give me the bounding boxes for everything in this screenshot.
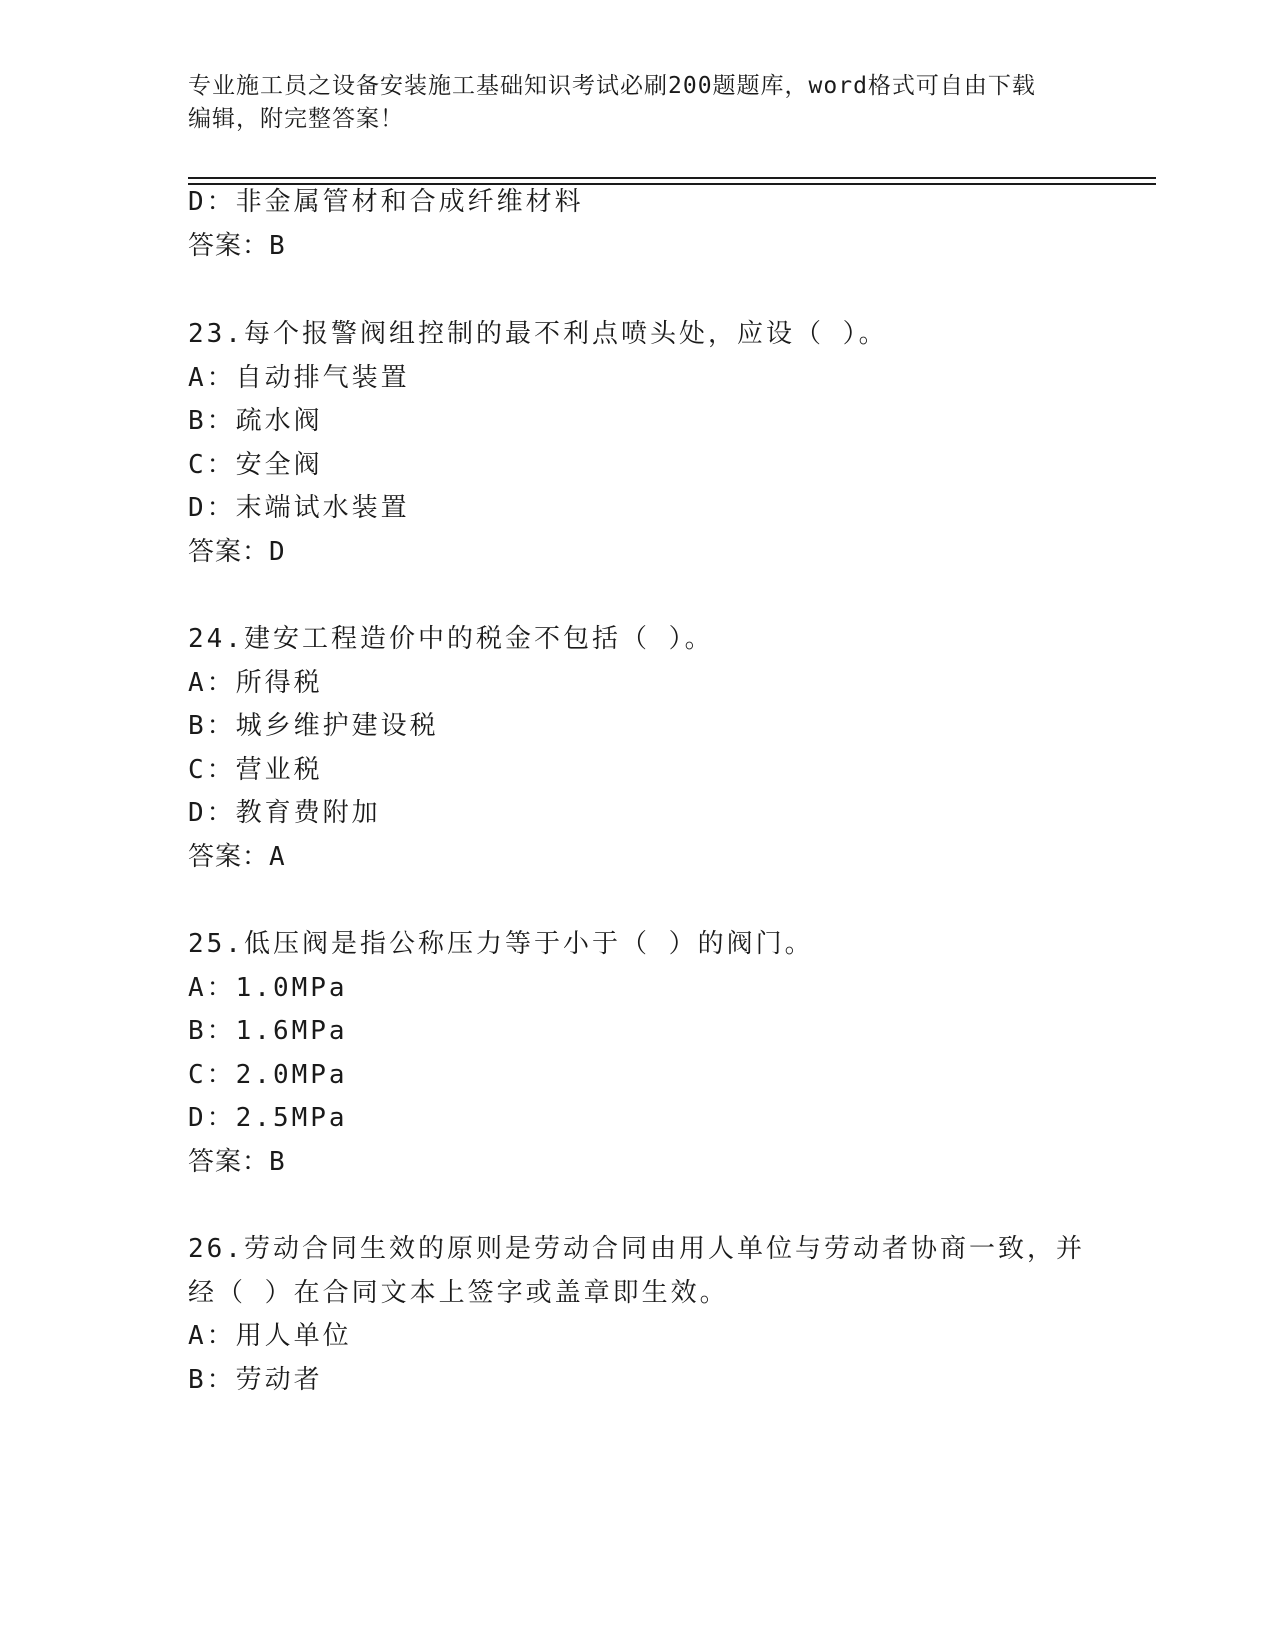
question-24-option-a: A：所得税 <box>188 668 323 698</box>
document-header <box>188 70 1088 136</box>
header-divider-bottom <box>188 183 1156 185</box>
header-line-2: 编辑，附完整答案！ <box>188 106 404 132</box>
question-24-option-b: B：城乡维护建设税 <box>188 711 439 741</box>
question-25-option-c: C：2.0MPa <box>188 1060 348 1090</box>
header-divider-top <box>188 177 1156 179</box>
question-26-stem-line-1: 26.劳动合同生效的原则是劳动合同由用人单位与劳动者协商一致，并 <box>188 1234 1085 1264</box>
prev-option-d: D：非金属管材和合成纤维材料 <box>188 187 584 217</box>
question-25-option-b: B：1.6MPa <box>188 1016 348 1046</box>
question-26-option-a: A：用人单位 <box>188 1321 352 1351</box>
question-24-answer: 答案：A <box>188 842 286 872</box>
question-23-answer: 答案：D <box>188 537 286 567</box>
prev-answer: 答案：B <box>188 231 286 261</box>
question-24-stem: 24.建安工程造价中的税金不包括（ ）。 <box>188 624 714 654</box>
question-25-option-a: A：1.0MPa <box>188 973 348 1003</box>
question-23-option-a: A：自动排气装置 <box>188 363 410 393</box>
question-25-stem: 25.低压阀是指公称压力等于小于（ ）的阀门。 <box>188 929 814 959</box>
question-23-stem: 23.每个报警阀组控制的最不利点喷头处，应设（ ）。 <box>188 319 888 349</box>
question-23-option-c: C：安全阀 <box>188 450 323 480</box>
question-24-option-d: D：教育费附加 <box>188 798 381 828</box>
question-25-answer: 答案：B <box>188 1147 286 1177</box>
question-23-option-b: B：疏水阀 <box>188 406 323 436</box>
question-24-option-c: C：营业税 <box>188 755 323 785</box>
question-25-option-d: D：2.5MPa <box>188 1103 348 1133</box>
question-23-option-d: D：末端试水装置 <box>188 493 410 523</box>
question-26-option-b: B：劳动者 <box>188 1365 323 1395</box>
header-line-1: 专业施工员之设备安装施工基础知识考试必刷200题题库，word格式可自由下载 <box>188 73 1036 99</box>
question-26-stem-line-2: 经（ ）在合同文本上签字或盖章即生效。 <box>188 1278 729 1308</box>
